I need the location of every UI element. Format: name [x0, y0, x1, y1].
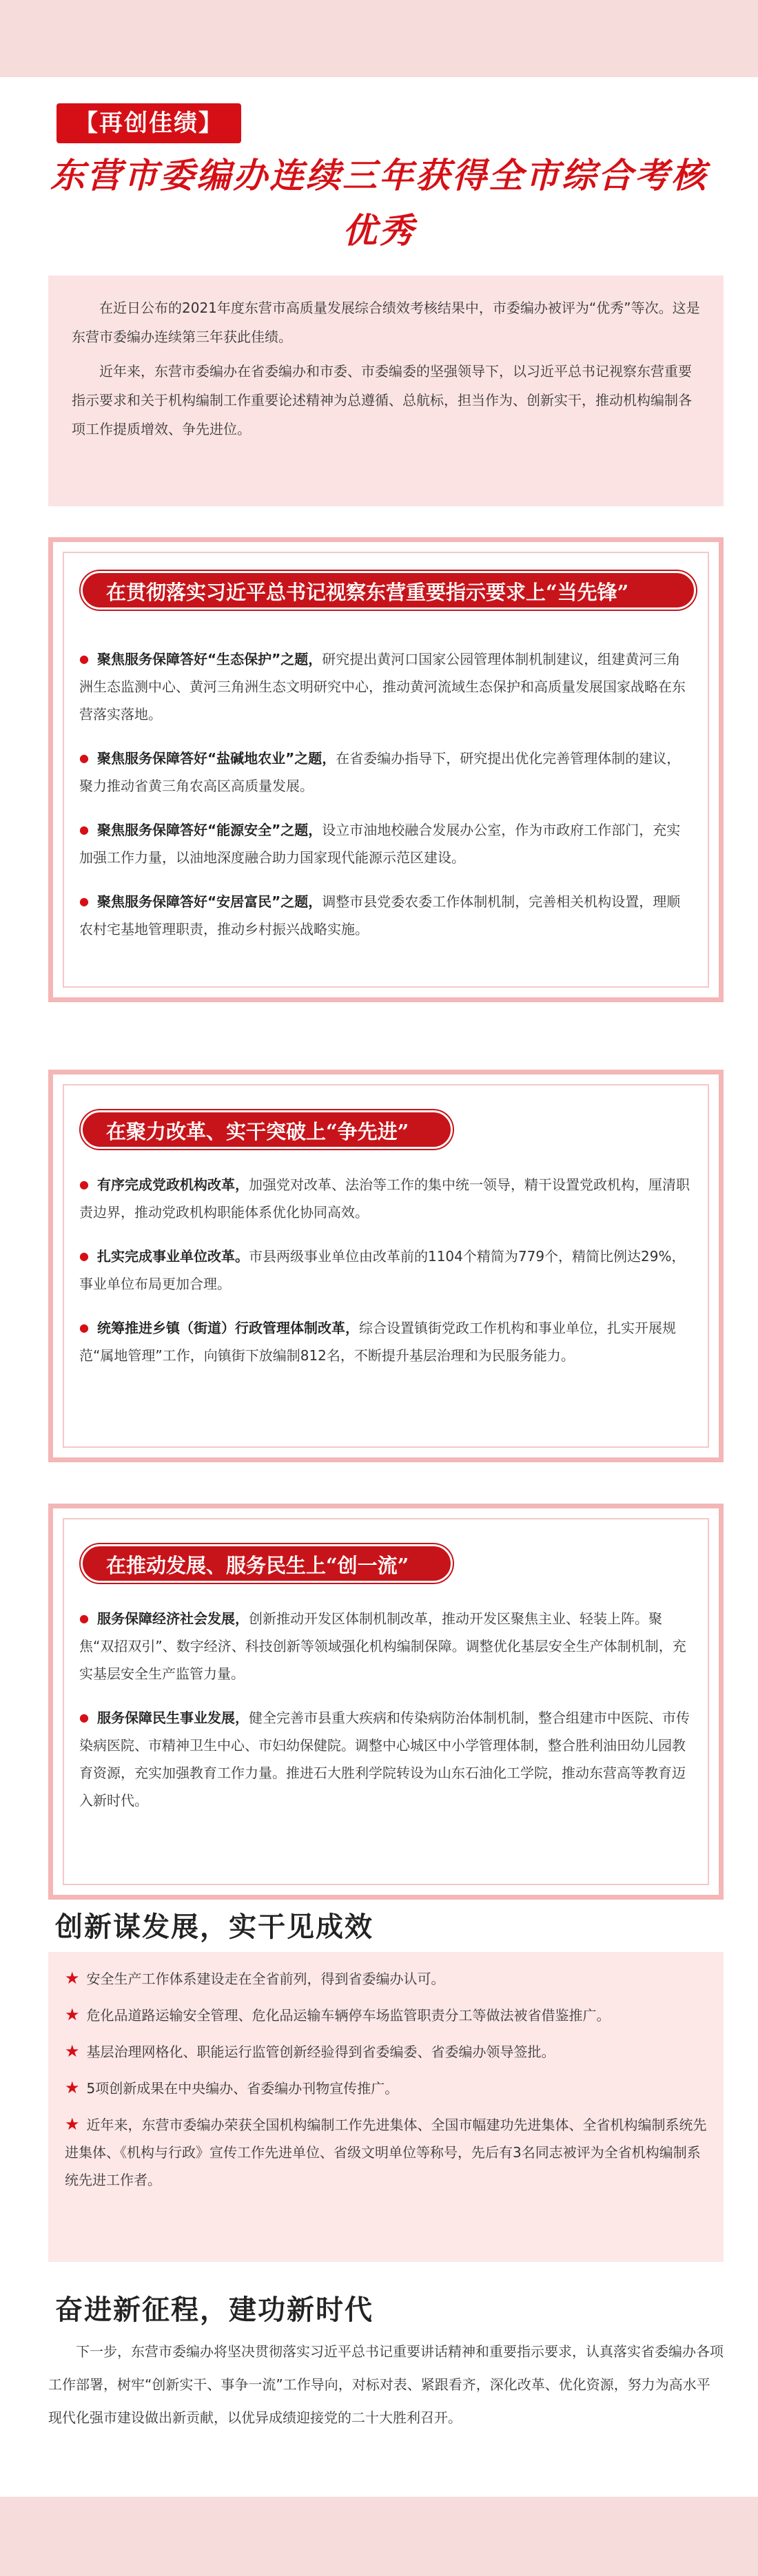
red-star-icon: ★	[65, 2115, 80, 2134]
red-dot-icon: ●	[79, 1612, 89, 1625]
list-item	[65, 2074, 707, 2102]
panel-item-list	[79, 1605, 693, 1814]
red-dot-icon: ●	[79, 652, 89, 665]
item-text: 健全完善市县重大疾病和传染病防治体制机制，整合组建市中医院、市传染病医院、市精神卫生中心、市妇幼保健院。调整中心城区中小学管理体制，整合胜利油田幼儿园教育资源，充实加强教育工作力量。推进石大胜利学院转设为山东石油化工学院，推动东营高等教育迈入新时代。	[79, 1710, 690, 1809]
list-item	[79, 645, 693, 728]
panel-advance	[48, 1070, 724, 1462]
red-dot-icon: ●	[79, 895, 89, 908]
item-text: 调整市县党委农委工作体制机制，完善相关机构设置，理顺农村宅基地管理职责，推动乡村振兴战略实施。	[79, 893, 681, 937]
item-text: 近年来，东营市委编办荣获全国机构编制工作先进集体、全国市幅建功先进集体、全省机构编制系统先进集体、《机构与行政》宣传工作先进单位、省级文明单位等称号，先后有3名同志被评为全省机构编制系统先进工作者。	[65, 2117, 707, 2188]
red-dot-icon: ●	[79, 1321, 89, 1334]
item-text: 研究提出黄河口国家公园管理体制机制建议，组建黄河三角洲生态监测中心、黄河三角洲生态文明研究中心，推动黄河流域生态保护和高质量发展国家战略在东营落实落地。	[79, 651, 686, 723]
red-dot-icon: ●	[79, 751, 89, 765]
item-lead: 聚焦服务保障答好“能源安全”之题，	[96, 822, 322, 838]
section-tag: 【再创佳绩】	[57, 103, 241, 143]
item-lead: 聚焦服务保障答好“生态保护”之题，	[96, 651, 322, 667]
red-dot-icon: ●	[79, 1711, 89, 1724]
item-text: 危化品道路运输安全管理、危化品运输车辆停车场监管职责分工等做法被省借鉴推广。	[86, 2007, 611, 2024]
intro-paragraph: 近年来，东营市委编办在省委编办和市委、市委编委的坚强领导下，以习近平总书记视察东营重要指示要求和关于机构编制工作重要论述精神为总遵循、总航标，担当作为、创新实干，推动机构编制各项工作提质增效、争先进位。	[72, 363, 692, 437]
red-dot-icon: ●	[79, 1178, 89, 1191]
item-text: 加强党对改革、法治等工作的集中统一领导，精干设置党政机构，厘清职责边界，推动党政机构职能体系优化协同高效。	[79, 1176, 690, 1221]
item-text: 设立市油地校融合发展办公室，作为市政府工作部门，充实加强工作力量，以油地深度融合助力国家现代能源示范区建设。	[79, 822, 681, 866]
item-text: 市县两级事业单位由改革前的1104个精简为779个，精简比例达29%，事业单位布局更加合理。	[79, 1248, 686, 1292]
red-star-icon: ★	[65, 2078, 80, 2097]
item-text: 在省委编办指导下，研究提出优化完善管理体制的建议，聚力推动省黄三角农高区高质量发展。	[79, 750, 681, 794]
top-pink-band	[0, 0, 758, 77]
achievements-box	[48, 1952, 724, 2262]
item-lead: 服务保障经济社会发展，	[96, 1610, 249, 1627]
section-heading: 奋进新征程，建功新时代	[55, 2294, 373, 2326]
section-heading: 创新谋发展，实干见成效	[55, 1911, 373, 1943]
panel-item-list	[79, 1171, 693, 1369]
red-dot-icon: ●	[79, 1249, 89, 1263]
list-item	[65, 2037, 707, 2066]
bottom-pink-band	[0, 2497, 758, 2576]
panel-ribbon: 在贯彻落实习近平总书记视察东营重要指示要求上“当先锋”	[81, 571, 696, 610]
panel-vanguard	[48, 537, 724, 1002]
list-item	[79, 1704, 693, 1814]
item-text: 5项创新成果在中央编办、省委编办刊物宣传推广。	[86, 2080, 399, 2097]
item-text: 安全生产工作体系建设走在全省前列，得到省委编办认可。	[86, 1971, 445, 1987]
intro-box	[48, 276, 724, 506]
closing-paragraph: 下一步，东营市委编办将坚决贯彻落实习近平总书记重要讲话精神和重要指示要求，认真落实省委编办各项工作部署，树牢“创新实干、事争一流”工作导向，对标对表、紧跟看齐，深化改革、优化资源，努力为高水平现代化强市建设做出新贡献，以优异成绩迎接党的二十大胜利召开。	[48, 2343, 724, 2426]
item-text: 创新推动开发区体制机制改革，推动开发区聚焦主业、轻装上阵。聚焦“双招双引”、数字经济、科技创新等领域强化机构编制保障。调整优化基层安全生产体制机制，充实基层安全生产监管力量。	[79, 1610, 686, 1682]
list-item	[65, 1964, 707, 1993]
red-star-icon: ★	[65, 2005, 80, 2024]
item-lead: 扎实完成事业单位改革。	[96, 1248, 249, 1265]
red-star-icon: ★	[65, 2042, 80, 2061]
red-star-icon: ★	[65, 1969, 80, 1988]
item-lead: 有序完成党政机构改革，	[96, 1176, 249, 1193]
list-item	[79, 1314, 693, 1369]
item-lead: 统筹推进乡镇（街道）行政管理体制改革，	[96, 1320, 359, 1336]
panel-item-list	[79, 645, 693, 943]
list-item	[79, 1243, 693, 1298]
list-item	[79, 745, 693, 800]
item-text: 综合设置镇街党政工作机构和事业单位，扎实开展规范“属地管理”工作，向镇街下放编制812名，不断提升基层治理和为民服务能力。	[79, 1320, 676, 1364]
intro-paragraph: 在近日公布的2021年度东营市高质量发展综合绩效考核结果中，市委编办被评为“优秀”等次。这是东营市委编办连续第三年获此佳绩。	[72, 300, 700, 345]
red-dot-icon: ●	[79, 823, 89, 836]
panel-first-class	[48, 1504, 724, 1900]
item-lead: 聚焦服务保障答好“安居富民”之题，	[96, 893, 322, 910]
panel-ribbon: 在聚力改革、实干突破上“争先进”	[81, 1110, 453, 1149]
list-item	[79, 888, 693, 943]
panel-ribbon: 在推动发展、服务民生上“创一流”	[81, 1544, 453, 1583]
list-item	[79, 816, 693, 871]
item-lead: 服务保障民生事业发展，	[96, 1710, 249, 1726]
list-item	[65, 2001, 707, 2029]
item-text: 基层治理网格化、职能运行监管创新经验得到省委编委、省委编办领导签批。	[86, 2044, 555, 2060]
item-lead: 聚焦服务保障答好“盐碱地农业”之题，	[96, 750, 336, 767]
list-item	[79, 1171, 693, 1226]
list-item	[65, 2110, 707, 2194]
list-item	[79, 1605, 693, 1687]
page-title: 东营市委编办连续三年获得全市综合考核优秀	[50, 155, 708, 251]
